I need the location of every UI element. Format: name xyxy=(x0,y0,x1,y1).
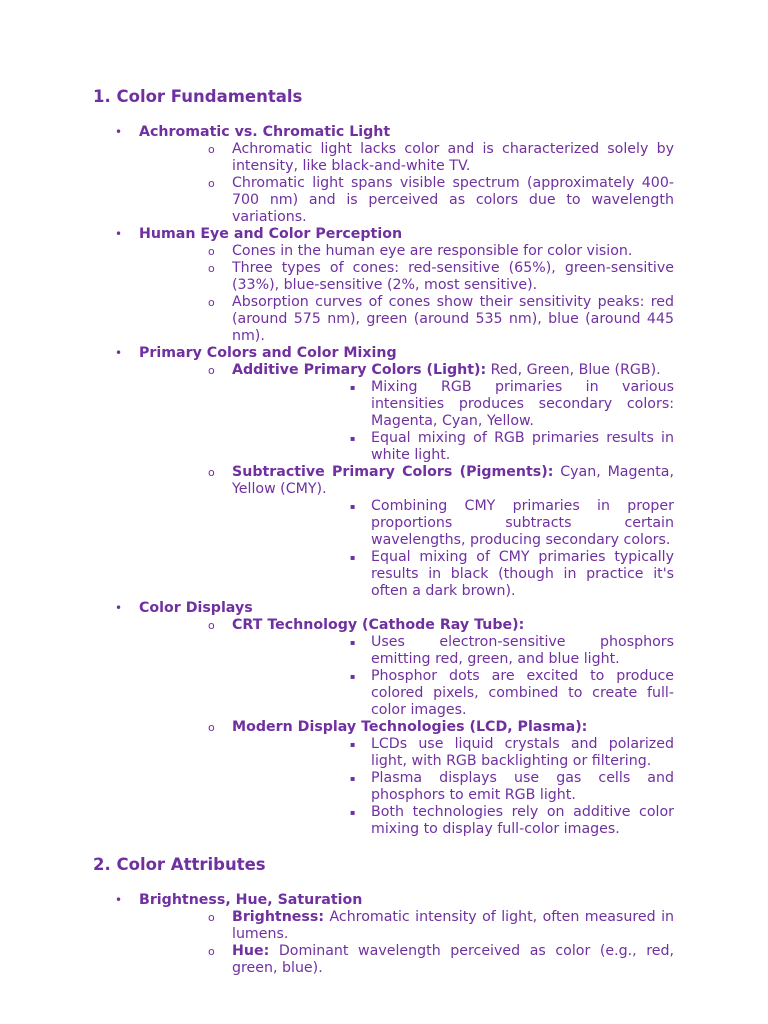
bullet-marker: o xyxy=(208,296,215,309)
sub-list-text xyxy=(232,362,674,379)
sub-sub-list-item xyxy=(232,668,674,719)
sub-list-item xyxy=(139,260,674,294)
sub-sub-list-item xyxy=(232,736,674,770)
bullet-marker: ▪ xyxy=(350,502,356,511)
sub-list-text xyxy=(232,617,674,634)
sub-sub-list xyxy=(232,634,674,719)
sub-sub-list-item xyxy=(232,549,674,600)
sub-sub-list-text: Equal mixing of CMY primaries typically results in black (though in practice it's often a dark brown). xyxy=(371,549,674,599)
bullet-marker: o xyxy=(208,245,215,258)
list-item xyxy=(93,600,674,838)
bullet-marker: ▪ xyxy=(350,808,356,817)
sub-list-text xyxy=(232,943,674,977)
sub-list-item xyxy=(139,141,674,175)
sub-list-text: Achromatic light lacks color and is characterized solely by intensity, like black-and-white TV. xyxy=(232,141,674,174)
bullet-marker: • xyxy=(115,227,123,241)
list-item-label: Primary Colors and Color Mixing xyxy=(139,345,397,361)
term-label: Subtractive Primary Colors (Pigments): xyxy=(232,464,554,480)
section-heading: 1. Color Fundamentals xyxy=(93,87,303,106)
sub-list-item xyxy=(139,175,674,226)
bullet-marker: o xyxy=(208,619,215,632)
list-item-label: Human Eye and Color Perception xyxy=(139,226,403,242)
sub-sub-list-text: Both technologies rely on additive color mixing to display full-color images. xyxy=(371,804,674,837)
sub-list-item xyxy=(139,943,674,977)
sub-sub-list-text: Combining CMY primaries in proper proportions subtracts certain wavelengths, producing secondary colors. xyxy=(371,498,674,548)
bullet-list xyxy=(93,124,674,838)
term-description: Cyan, Magenta, Yellow (CMY). xyxy=(232,464,674,497)
sub-sub-list-text: Plasma displays use gas cells and phosphors to emit RGB light. xyxy=(371,770,674,803)
sub-sub-list-item xyxy=(232,634,674,668)
sub-list-item xyxy=(139,617,674,719)
bullet-marker: ▪ xyxy=(350,740,356,749)
section-heading: 2. Color Attributes xyxy=(93,855,266,874)
bullet-marker: o xyxy=(208,466,215,479)
sub-sub-list-text: Mixing RGB primaries in various intensities produces secondary colors: Magenta, Cyan, Yellow. xyxy=(371,379,674,429)
bullet-marker: • xyxy=(115,125,123,139)
sub-sub-list xyxy=(232,498,674,600)
bullet-marker: ▪ xyxy=(350,774,356,783)
sub-list xyxy=(139,617,674,838)
sub-sub-list xyxy=(232,379,674,464)
bullet-marker: ▪ xyxy=(350,638,356,647)
sub-list-text xyxy=(232,909,674,943)
bullet-marker: ▪ xyxy=(350,672,356,681)
sub-list xyxy=(139,909,674,977)
sub-list-text: Three types of cones: red-sensitive (65%), green-sensitive (33%), blue-sensitive (2%, most sensitive). xyxy=(232,260,674,293)
term-label: Additive Primary Colors (Light): xyxy=(232,362,487,378)
sub-sub-list-text: Uses electron-sensitive phosphors emitting red, green, and blue light. xyxy=(371,634,674,667)
sub-list-item xyxy=(139,294,674,345)
term-label: Hue: xyxy=(232,943,270,959)
sub-list xyxy=(139,362,674,600)
bullet-marker: ▪ xyxy=(350,434,356,443)
term-label: CRT Technology (Cathode Ray Tube): xyxy=(232,617,525,633)
sub-sub-list-item xyxy=(232,770,674,804)
bullet-marker: • xyxy=(115,346,123,360)
term-description: Red, Green, Blue (RGB). xyxy=(486,362,661,378)
document-body xyxy=(93,86,674,977)
sub-list xyxy=(139,243,674,345)
sub-list-text xyxy=(232,464,674,498)
sub-list-item xyxy=(139,719,674,838)
sub-sub-list xyxy=(232,736,674,838)
term-description: Dominant wavelength perceived as color (e.g., red, green, blue). xyxy=(232,943,674,976)
sub-list-text: Absorption curves of cones show their sensitivity peaks: red (around 575 nm), green (around 535 nm), blue (around 445 nm). xyxy=(232,294,674,344)
bullet-marker: • xyxy=(115,893,123,907)
sub-list-text xyxy=(232,719,674,736)
sub-sub-list-text: LCDs use liquid crystals and polarized light, with RGB backlighting or filtering. xyxy=(371,736,674,769)
list-item xyxy=(93,226,674,345)
list-item-label: Achromatic vs. Chromatic Light xyxy=(139,124,391,140)
bullet-marker: o xyxy=(208,945,215,958)
bullet-marker: • xyxy=(115,601,123,615)
sub-sub-list-item xyxy=(232,498,674,549)
sub-list-item xyxy=(139,362,674,464)
sub-sub-list-text: Phosphor dots are excited to produce colored pixels, combined to create full-color images. xyxy=(371,668,674,718)
bullet-marker: ▪ xyxy=(350,553,356,562)
bullet-marker: o xyxy=(208,911,215,924)
sub-sub-list-text: Equal mixing of RGB primaries results in white light. xyxy=(371,430,674,463)
list-item xyxy=(93,892,674,977)
list-item-label: Color Displays xyxy=(139,600,253,616)
bullet-marker: ▪ xyxy=(350,383,356,392)
sub-list-item xyxy=(139,909,674,943)
bullet-marker: o xyxy=(208,721,215,734)
bullet-list xyxy=(93,892,674,977)
sub-list-item xyxy=(139,243,674,260)
sub-list xyxy=(139,141,674,226)
bullet-marker: o xyxy=(208,143,215,156)
bullet-marker: o xyxy=(208,364,215,377)
sub-list-text: Chromatic light spans visible spectrum (approximately 400-700 nm) and is perceived as colors due to wavelength variations. xyxy=(232,175,674,225)
sub-sub-list-item xyxy=(232,430,674,464)
list-item-label: Brightness, Hue, Saturation xyxy=(139,892,363,908)
term-label: Modern Display Technologies (LCD, Plasma): xyxy=(232,719,588,735)
list-item xyxy=(93,345,674,600)
bullet-marker: o xyxy=(208,177,215,190)
term-label: Brightness: xyxy=(232,909,324,925)
list-item xyxy=(93,124,674,226)
sub-sub-list-item xyxy=(232,804,674,838)
sub-list-text: Cones in the human eye are responsible for color vision. xyxy=(232,243,633,259)
term-description: Achromatic intensity of light, often measured in lumens. xyxy=(232,909,674,942)
bullet-marker: o xyxy=(208,262,215,275)
sub-list-item xyxy=(139,464,674,600)
sub-sub-list-item xyxy=(232,379,674,430)
